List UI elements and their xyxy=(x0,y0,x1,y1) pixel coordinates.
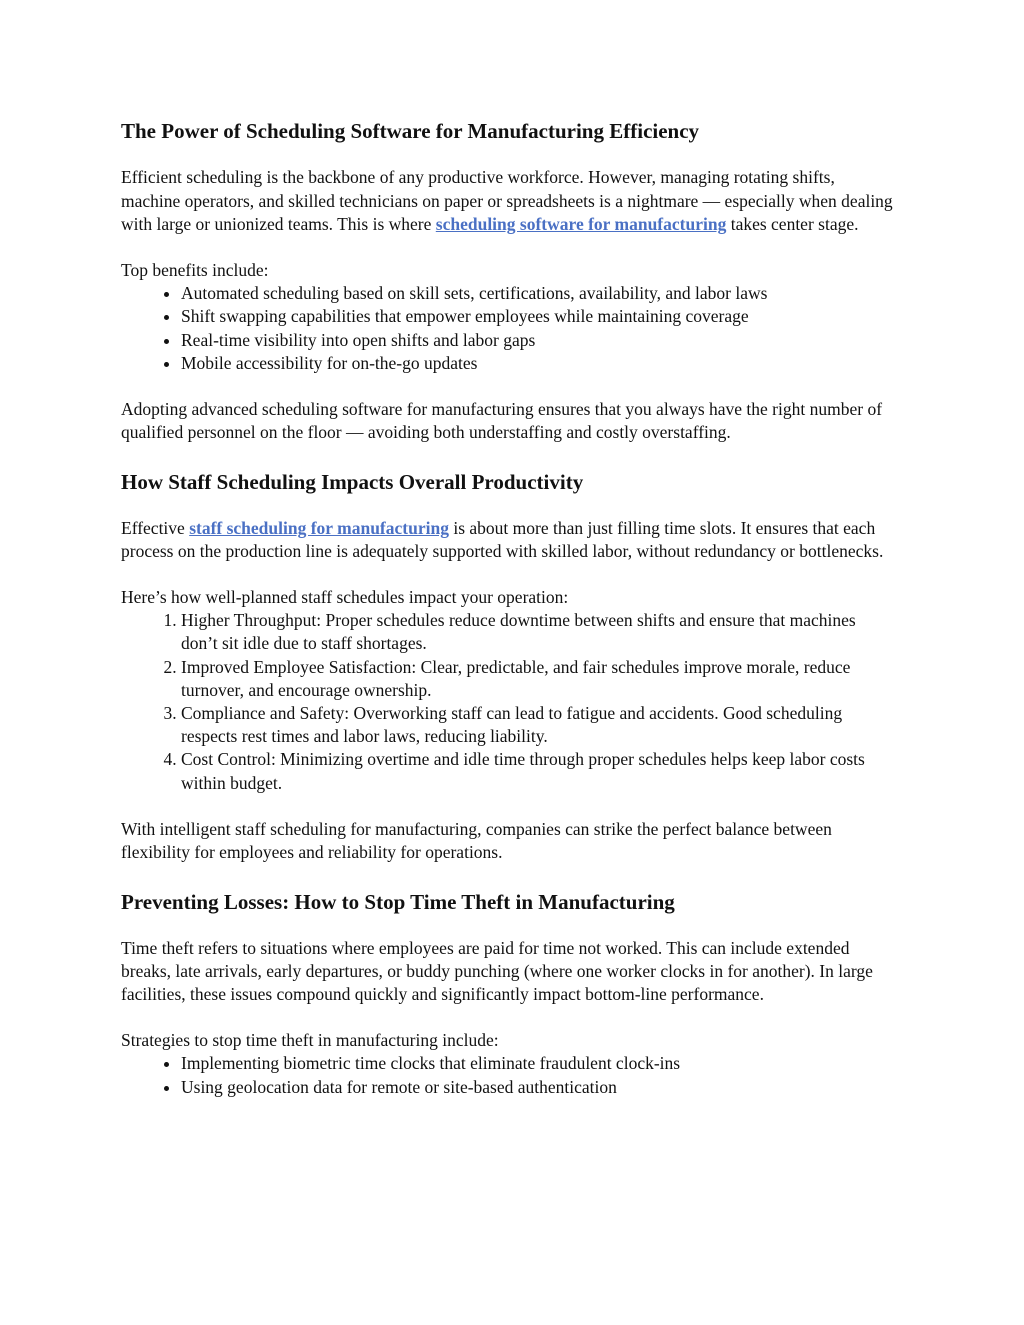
intro-text-before: Efficient scheduling is the backbone of any productive workforce. However, managing rotating shifts, machine operators, and skilled technicians on paper or spreadsheets is a nightmare — especially when dealing with large or unionized teams. This is where xyxy=(121,167,893,234)
list-item: 3. Compliance and Safety: Overworking staff can lead to fatigue and accidents. Good scheduling respects rest times and labor laws, reducing liability. xyxy=(181,702,896,748)
section1-closing-paragraph: Adopting advanced scheduling software for manufacturing ensures that you always have the right number of qualified personnel on the floor — avoiding both understaffing and costly overstaffing. xyxy=(121,398,883,443)
section-heading-staff-scheduling: How Staff Scheduling Impacts Overall Productivity xyxy=(121,470,584,495)
staff-text-after: is about more than just filling time slots. It ensures that each process on the production line is adequately supported with skilled labor, without redundancy or bottlenecks. xyxy=(121,517,884,561)
benefits-intro: Top benefits include: xyxy=(121,259,269,280)
list-item: 2. Improved Employee Satisfaction: Clear, predictable, and fair schedules improve morale, reduce turnover, and encourage ownership. xyxy=(181,656,896,702)
strategies-intro: Strategies to stop time theft in manufacturing include: xyxy=(121,1030,499,1051)
intro-text-after: takes center stage. xyxy=(726,213,859,234)
staff-text-before: Effective xyxy=(121,517,190,538)
benefits-list xyxy=(121,282,896,375)
list-item: • Real-time visibility into open shifts and labor gaps xyxy=(181,329,896,352)
list-item: • Using geolocation data for remote or site-based authentication xyxy=(181,1076,896,1099)
section-heading-scheduling-software: The Power of Scheduling Software for Manufacturing Efficiency xyxy=(121,119,700,143)
staff-scheduling-paragraph xyxy=(121,517,896,563)
strategies-list xyxy=(121,1052,896,1098)
list-item: • Shift swapping capabilities that empower employees while maintaining coverage xyxy=(181,305,896,328)
intro-paragraph xyxy=(121,166,896,236)
list-item: • Automated scheduling based on skill sets, certifications, availability, and labor laws xyxy=(181,282,896,305)
list-item: 4. Cost Control: Minimizing overtime and idle time through proper schedules helps keep labor costs within budget. xyxy=(181,748,896,794)
section-heading-time-theft: Preventing Losses: How to Stop Time Theft in Manufacturing xyxy=(121,890,675,915)
list-item: • Mobile accessibility for on-the-go updates xyxy=(181,352,896,375)
list-item: • Implementing biometric time clocks that eliminate fraudulent clock-ins xyxy=(181,1052,896,1075)
scheduling-software-link[interactable]: scheduling software for manufacturing xyxy=(435,213,727,234)
impact-list-intro: Here’s how well-planned staff schedules impact your operation: xyxy=(121,587,569,608)
impact-list xyxy=(121,609,896,795)
document-page xyxy=(121,118,896,1099)
time-theft-paragraph: Time theft refers to situations where employees are paid for time not worked. This can include extended breaks, late arrivals, early departures, or buddy punching (where one worker clocks in for another). In large facilities, these issues compound quickly and significantly impact bottom-line performance. xyxy=(121,937,873,1004)
list-item: 1. Higher Throughput: Proper schedules reduce downtime between shifts and ensure that machines don’t sit idle due to staff shortages. xyxy=(181,609,896,655)
staff-scheduling-link[interactable]: staff scheduling for manufacturing xyxy=(189,517,449,538)
section2-closing-paragraph: With intelligent staff scheduling for manufacturing, companies can strike the perfect balance between flexibility for employees and reliability for operations. xyxy=(121,818,832,863)
